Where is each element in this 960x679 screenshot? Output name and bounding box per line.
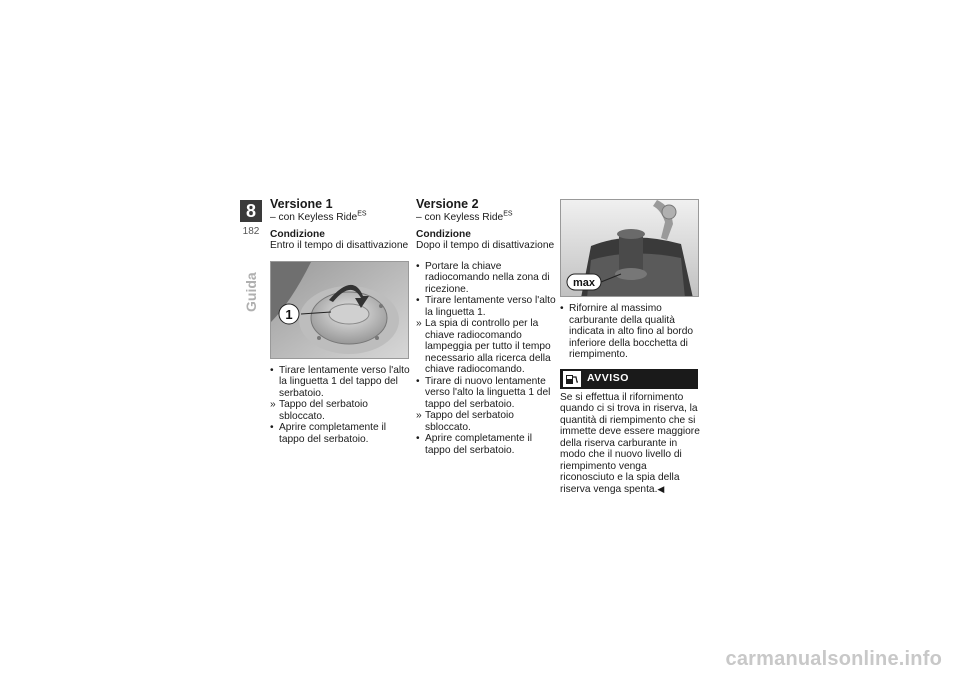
end-marker: ◀ <box>657 483 665 494</box>
version-1-title: Versione 1 <box>270 197 333 211</box>
fuel-pump-icon <box>563 371 581 387</box>
max-label: max <box>572 277 596 289</box>
list-item: • Tirare lentamente verso l'alto la linguetta 1 del tappo del serbatoio. <box>270 364 410 399</box>
list-item: • Portare la chiave radiocomando nella zona di ricezione. <box>416 260 550 295</box>
column-version-1 <box>270 197 410 445</box>
version-2-equipment: – con Keyless Ride$^{ES}$ <box>416 210 513 223</box>
version-2-condition-title: Condizione <box>416 228 471 240</box>
warning-header <box>560 369 698 389</box>
fuel-cap-photo <box>270 261 409 359</box>
filler-neck-illustration <box>561 200 699 297</box>
list-item: » La spia di controllo per la chiave radiocomando lampeggia per tutto il tempo necessario alla ricerca della chiave radiocomando. <box>416 318 551 375</box>
version-1-steps <box>270 365 410 446</box>
version-2-title: Versione 2 <box>416 197 479 211</box>
callout-1-label: 1 <box>285 306 293 322</box>
fuel-cap-illustration <box>271 262 409 359</box>
version-2-steps <box>416 261 556 457</box>
page-number: 182 <box>242 226 260 237</box>
watermark: carmanualsonline.info <box>725 648 942 670</box>
column-refuel <box>560 199 700 495</box>
list-item: • Rifornire al massimo carburante della qualità indicata in alto fino al bordo inferiore della bocchetta di riempimento. <box>560 303 694 360</box>
list-item: • Aprire completamente il tappo del serbatoio. <box>416 433 533 456</box>
list-item: • Tirare di nuovo lentamente verso l'alto la linguetta 1 del tappo del serbatoio. <box>416 375 551 410</box>
filler-neck-photo <box>560 199 699 297</box>
warning-text: Se si effettua il rifornimento quando ci si trova in riserva, la quantità di riempimento che si immette deve essere maggiore della riserva carburante in modo che il nuovo livello di riempimento venga riconosciuto e la spia della riserva venga spenta.◀ <box>560 391 700 495</box>
list-item: » Tappo del serbatoio sbloccato. <box>416 410 514 433</box>
list-item: • Tirare lentamente verso l'alto la linguetta 1. <box>416 295 556 318</box>
warning-title: AVVISO <box>587 371 629 384</box>
column-version-2 <box>416 197 556 456</box>
version-1-condition-text: Entro il tempo di disattivazione <box>270 240 409 251</box>
chapter-number: 8 <box>240 200 262 222</box>
list-item: » Tappo del serbatoio sbloccato. <box>270 399 368 422</box>
version-2-condition-text: Dopo il tempo di disattivazione <box>416 240 555 251</box>
refuel-steps <box>560 303 700 361</box>
version-1-equipment: – con Keyless Ride$^{ES}$ <box>270 210 367 223</box>
list-item: • Aprire completamente il tappo del serbatoio. <box>270 422 387 445</box>
section-label: Guida <box>243 272 259 312</box>
version-1-condition-title: Condizione <box>270 228 325 240</box>
